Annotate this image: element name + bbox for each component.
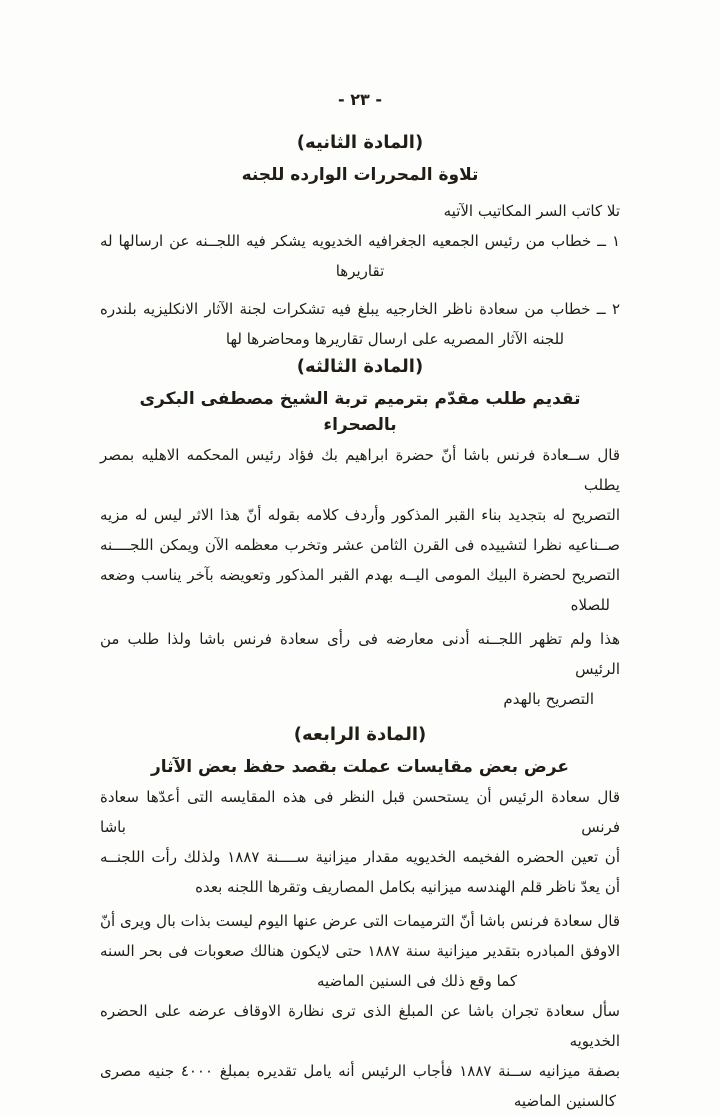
para-line: التصريح له بتجديد بناء القبر المذكور وأردف كلامه بقوله أنّ هذا الاثر ليس له مزيه bbox=[100, 506, 620, 524]
para-line: أن يعدّ ناظر قلم الهندسه ميزانيه بكامل المصاريف وتقرها اللجنه بعده bbox=[195, 878, 620, 896]
article-three-paragraph-2 bbox=[100, 624, 620, 714]
article-three-paragraph-1 bbox=[100, 440, 620, 620]
para-line: كما وقع ذلك فى السنين الماضيه bbox=[316, 972, 517, 990]
article-two-subheading: تلاوة المحررات الوارده للجنه bbox=[241, 165, 479, 185]
letter-item-2-continuation: للجنه الآثار المصريه على ارسال تقاريرها ومحاضرها لها bbox=[225, 330, 565, 348]
article-four-paragraph-2 bbox=[100, 906, 620, 996]
para-line: التصريح بالهدم bbox=[503, 690, 594, 708]
article-four-paragraph-3 bbox=[100, 996, 620, 1116]
article-three-heading: (المادة الثالثه) bbox=[296, 356, 424, 377]
para-line: قال ســعادة فرنس باشا أنّ حضرة ابراهيم بك فؤاد رئيس المحكمه الاهليه بمصر يطلب bbox=[100, 446, 620, 494]
para-line: الاوفق المبادره بتقدير ميزانية سنة ١٨٨٧ حتى لايكون هنالك صعوبات فى بحر السنه bbox=[100, 942, 620, 960]
article-two-heading: (المادة الثانيه) bbox=[296, 132, 424, 153]
letter-item-1-continuation: تقاريرها bbox=[335, 262, 385, 280]
para-line: أن تعين الحضره الفخيمه الخديويه مقدار ميزانية ســــنة ١٨٨٧ ولذلك رأت اللجنــه bbox=[100, 848, 620, 866]
letter-item-1 bbox=[100, 226, 620, 286]
para-line: بصفة ميزانيه ســنة ١٨٨٧ فأجاب الرئيس أنه يامل تقديره بمبلغ ٤٠٠٠ جنيه مصرى bbox=[100, 1062, 621, 1080]
text-block bbox=[100, 0, 620, 1116]
para-line: كالسنين الماضيه bbox=[513, 1092, 616, 1110]
para-line: سأل سعادة تجران باشا عن المبلغ الذى ترى نظارة الاوقاف عرضه على الحضره الخديويه bbox=[100, 1002, 620, 1050]
article-four-heading: (المادة الرابعه) bbox=[293, 724, 427, 745]
para-line: التصريح لحضرة البيك المومى اليــه بهدم القبر المذكور وتعويضه بآخر يناسب وضعه bbox=[100, 566, 620, 584]
article-four-subheading: عرض بعض مقايسات عملت بقصد حفظ بعض الآثار bbox=[151, 757, 569, 777]
para-line: قال سعادة فرنس باشا أنّ الترميمات التى عرض عنها اليوم ليست بذات بال ويرى أنّ bbox=[100, 912, 620, 930]
para-line: صــناعيه نظرا لتشييده فى القرن الثامن عشر وتخرب معظمه الآن ويمكن اللجــــنه bbox=[100, 536, 620, 554]
article-four-paragraph-1 bbox=[100, 782, 620, 902]
letter-item-2-line: ٢ ــ خطاب من سعادة ناظر الخارجيه يبلغ فيه تشكرات لجنة الآثار الانكليزيه بلندره bbox=[100, 300, 620, 318]
article-three-subheading: تقديم طلب مقدّم بترميم تربة الشيخ مصطفى البكرى بالصحراء bbox=[139, 389, 581, 435]
letter-item-2 bbox=[100, 294, 620, 354]
para-line: هذا ولم تظهر اللجــنه أدنى معارضه فى رأى سعادة فرنس باشا ولذا طلب من الرئيس bbox=[100, 630, 620, 678]
para-line: قال سعادة الرئيس أن يستحسن قبل النظر فى هذه المقايسه التى أعدّها سعادة فرنس باشا bbox=[100, 788, 620, 836]
page-number: - ٢٣ - bbox=[338, 90, 382, 109]
para-line: للصلاه bbox=[570, 596, 610, 614]
secretary-read-line: تلا كاتب السر المكاتيب الآتيه bbox=[443, 202, 620, 220]
letter-item-1-line: ١ ــ خطاب من رئيس الجمعيه الجغرافيه الخديويه يشكر فيه اللجــنه عن ارسالها له bbox=[100, 232, 620, 250]
